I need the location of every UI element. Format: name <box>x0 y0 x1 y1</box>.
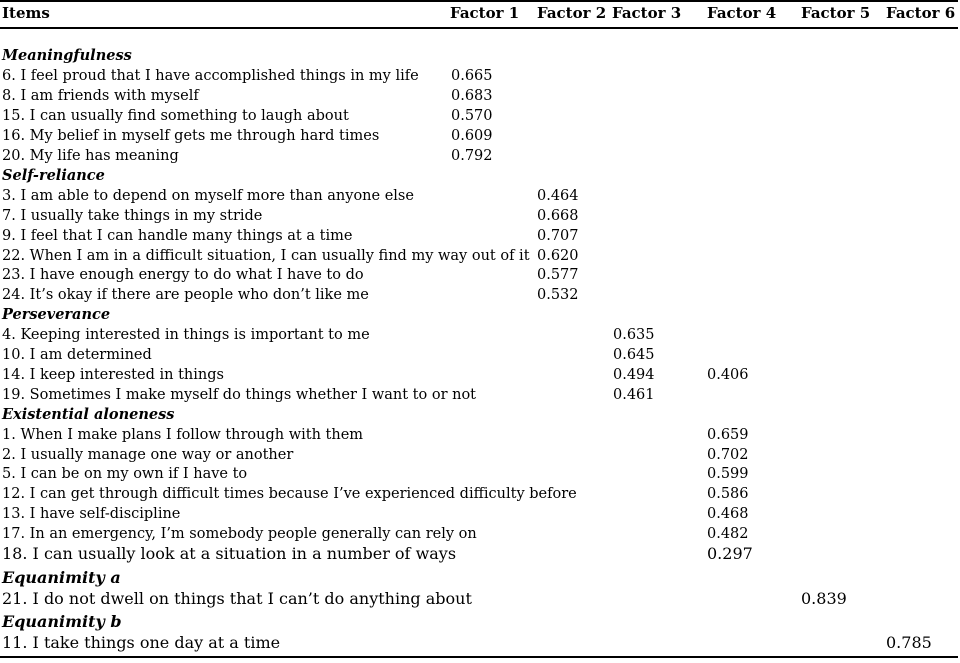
section-title: Meaningfulness <box>2 47 132 64</box>
item-text: 2. I usually manage one way or another <box>2 447 294 463</box>
factor-6-loading: 0.785 <box>886 633 932 652</box>
factor-4-loading: 0.702 <box>707 447 749 463</box>
item-text: 1. When I make plans I follow through with them <box>2 427 364 443</box>
bottom-rule <box>0 656 958 658</box>
factor-3-loading: 0.461 <box>613 387 655 403</box>
factor-2-loading: 0.707 <box>537 228 579 244</box>
factor-5-header: Factor 5 <box>801 4 871 22</box>
top-rule <box>0 0 958 2</box>
item-text: 3. I am able to depend on myself more than anyone else <box>2 188 414 204</box>
item-text: 21. I do not dwell on things that I can’t do anything about <box>2 589 472 608</box>
factor-1-loading: 0.665 <box>451 68 493 84</box>
factor-4-header: Factor 4 <box>707 4 777 22</box>
factor-4-loading: 0.586 <box>707 486 749 502</box>
factor-4-loading: 0.297 <box>707 544 753 563</box>
factor-4-loading: 0.599 <box>707 466 749 482</box>
factor-2-loading: 0.620 <box>537 248 579 264</box>
factor-3-loading: 0.645 <box>613 347 655 363</box>
factor-4-loading: 0.659 <box>707 427 749 443</box>
factor-4-loading: 0.482 <box>707 526 749 542</box>
item-text: 6. I feel proud that I have accomplished things in my life <box>2 68 419 84</box>
item-text: 14. I keep interested in things <box>2 367 224 383</box>
item-text: 4. Keeping interested in things is important to me <box>2 327 370 343</box>
factor-2-loading: 0.464 <box>537 188 579 204</box>
item-text: 5. I can be on my own if I have to <box>2 466 248 482</box>
section-title: Self-reliance <box>2 167 105 184</box>
item-text: 12. I can get through difficult times because I’ve experienced difficulty before <box>2 486 577 502</box>
factor-1-header: Factor 1 <box>450 4 520 22</box>
factor-3-header: Factor 3 <box>612 4 682 22</box>
item-text: 17. In an emergency, I’m somebody people generally can rely on <box>2 526 477 542</box>
item-text: 8. I am friends with myself <box>2 88 199 104</box>
factor-2-loading: 0.532 <box>537 287 579 303</box>
item-text: 7. I usually take things in my stride <box>2 208 263 224</box>
factor-3-loading: 0.635 <box>613 327 655 343</box>
item-text: 9. I feel that I can handle many things at a time <box>2 228 353 244</box>
section-title: Perseverance <box>2 306 111 323</box>
item-text: 13. I have self-discipline <box>2 506 181 522</box>
item-text: 18. I can usually look at a situation in a number of ways <box>2 544 457 563</box>
item-text: 22. When I am in a difficult situation, I can usually find my way out of it <box>2 248 530 264</box>
factor-6-header: Factor 6 <box>886 4 956 22</box>
item-text: 10. I am determined <box>2 347 152 363</box>
factor-5-loading: 0.839 <box>801 589 847 608</box>
factor-4-loading: 0.406 <box>707 367 749 383</box>
item-text: 16. My belief in myself gets me through hard times <box>2 128 380 144</box>
factor-2-loading: 0.577 <box>537 267 579 283</box>
item-text: 15. I can usually find something to laugh about <box>2 108 349 124</box>
factor-1-loading: 0.683 <box>451 88 493 104</box>
item-text: 23. I have enough energy to do what I have to do <box>2 267 364 283</box>
factor-1-loading: 0.609 <box>451 128 493 144</box>
item-text: 11. I take things one day at a time <box>2 633 281 652</box>
header-rule <box>0 27 958 29</box>
factor-4-loading: 0.468 <box>707 506 749 522</box>
item-text: 20. My life has meaning <box>2 148 179 164</box>
factor-2-loading: 0.668 <box>537 208 579 224</box>
factor-2-header: Factor 2 <box>537 4 607 22</box>
factor-1-loading: 0.792 <box>451 148 493 164</box>
section-title: Equanimity a <box>2 568 121 587</box>
item-text: 24. It’s okay if there are people who don’t like me <box>2 287 369 303</box>
section-title: Equanimity b <box>2 612 122 631</box>
factor-1-loading: 0.570 <box>451 108 493 124</box>
items-header: Items <box>2 4 50 22</box>
section-title: Existential aloneness <box>2 406 175 423</box>
item-text: 19. Sometimes I make myself do things whether I want to or not <box>2 387 477 403</box>
factor-3-loading: 0.494 <box>613 367 655 383</box>
